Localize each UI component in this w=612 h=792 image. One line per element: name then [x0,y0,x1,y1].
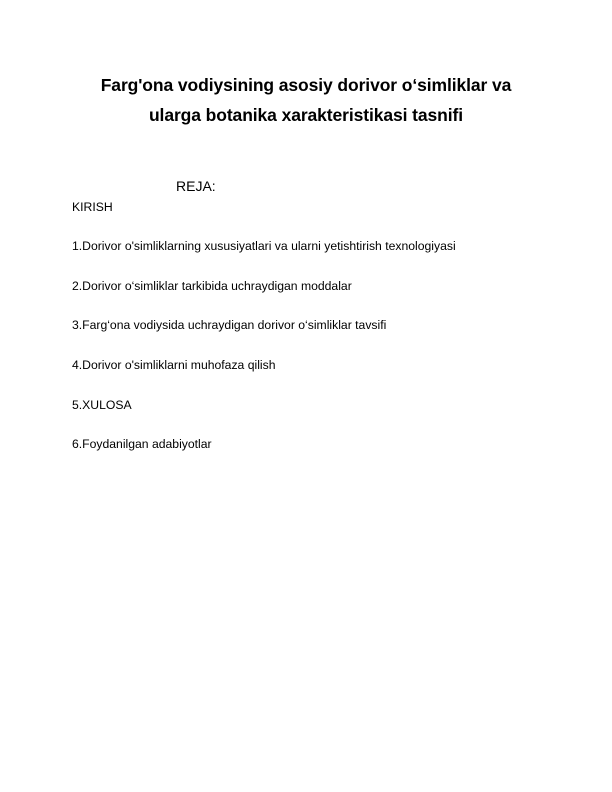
plan-item-5: 5.XULOSA [72,398,132,412]
plan-item-4: 4.Dorivor o'simliklarni muhofaza qilish [72,358,276,372]
plan-item-2: 2.Dorivor o‘simliklar tarkibida uchraydigan moddalar [72,279,352,293]
plan-item-1: 1.Dorivor o'simliklarning xususiyatlari va ularni yetishtirish texnologiyasi [72,239,456,253]
plan-item-3: 3.Farg‘ona vodiysida uchraydigan dorivor o‘simliklar tavsifi [72,318,387,332]
document-title-line-2: ularga botanika xarakteristikasi tasnifi [148,105,464,125]
plan-heading: REJA: [176,178,216,194]
document-title-line-1: Farg'ona vodiysining asosiy dorivor o‘simliklar va [100,75,512,95]
plan-item-introduction: KIRISH [72,200,113,214]
plan-item-6: 6.Foydanilgan adabiyotlar [72,437,212,451]
